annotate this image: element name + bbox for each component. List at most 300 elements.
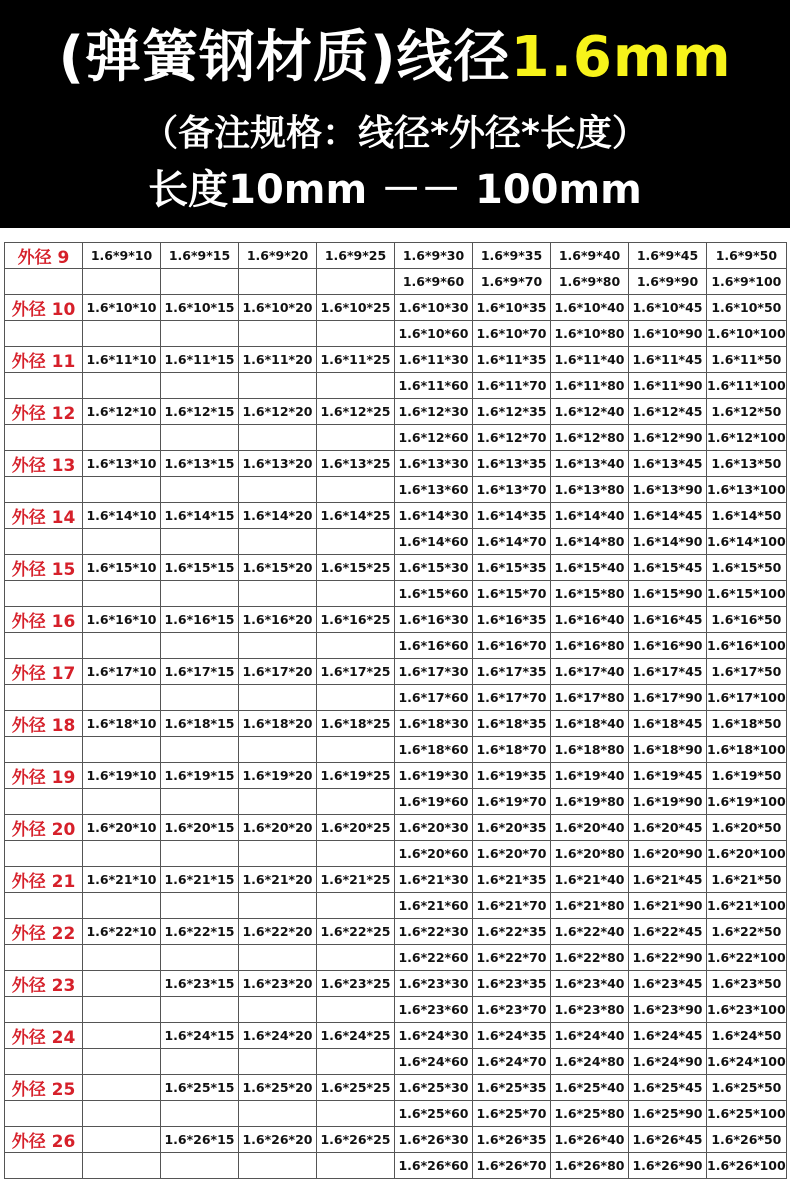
spec-cell: 1.6*19*15: [161, 763, 239, 789]
spec-cell: [239, 633, 317, 659]
spec-cell: [83, 685, 161, 711]
outer-diameter-label: 外径 21: [5, 867, 83, 893]
table-row: [5, 503, 787, 529]
spec-cell: 1.6*17*70: [473, 685, 551, 711]
spec-cell: [317, 321, 395, 347]
spec-cell: 1.6*26*100: [707, 1153, 787, 1179]
spec-cell: 1.6*14*50: [707, 503, 787, 529]
spec-cell: [317, 477, 395, 503]
spec-cell: 1.6*20*90: [629, 841, 707, 867]
table-row: [5, 1127, 787, 1153]
spec-cell: 1.6*16*15: [161, 607, 239, 633]
table-row: [5, 243, 787, 269]
spec-cell: 1.6*24*25: [317, 1023, 395, 1049]
label-cell-empty: [5, 893, 83, 919]
spec-cell: 1.6*25*80: [551, 1101, 629, 1127]
spec-cell: 1.6*24*50: [707, 1023, 787, 1049]
spec-cell: 1.6*21*25: [317, 867, 395, 893]
spec-cell: 1.6*21*45: [629, 867, 707, 893]
outer-diameter-label: 外径 23: [5, 971, 83, 997]
spec-cell: 1.6*23*40: [551, 971, 629, 997]
label-cell-empty: [5, 581, 83, 607]
table-row: [5, 399, 787, 425]
spec-cell: 1.6*14*100: [707, 529, 787, 555]
spec-cell: 1.6*17*10: [83, 659, 161, 685]
spec-cell: 1.6*22*40: [551, 919, 629, 945]
spec-cell: 1.6*16*35: [473, 607, 551, 633]
spec-cell: 1.6*11*100: [707, 373, 787, 399]
spec-cell: 1.6*21*90: [629, 893, 707, 919]
table-row: [5, 529, 787, 555]
spec-cell: [239, 789, 317, 815]
spec-cell: [161, 685, 239, 711]
spec-table: [4, 242, 787, 1179]
spec-cell: 1.6*23*30: [395, 971, 473, 997]
spec-cell: 1.6*14*60: [395, 529, 473, 555]
spec-cell: 1.6*13*40: [551, 451, 629, 477]
spec-cell: 1.6*21*60: [395, 893, 473, 919]
table-row: [5, 1049, 787, 1075]
spec-cell: [161, 789, 239, 815]
spec-cell: 1.6*25*45: [629, 1075, 707, 1101]
spec-cell: 1.6*17*35: [473, 659, 551, 685]
spec-cell: 1.6*9*30: [395, 243, 473, 269]
spec-cell: 1.6*11*10: [83, 347, 161, 373]
spec-cell: [239, 529, 317, 555]
spec-cell: 1.6*11*15: [161, 347, 239, 373]
spec-cell: 1.6*22*100: [707, 945, 787, 971]
spec-cell: 1.6*24*80: [551, 1049, 629, 1075]
spec-cell: 1.6*18*25: [317, 711, 395, 737]
spec-cell: 1.6*21*50: [707, 867, 787, 893]
spec-table-body: [5, 243, 787, 1179]
spec-cell: 1.6*19*35: [473, 763, 551, 789]
spec-cell: [161, 425, 239, 451]
spec-cell: 1.6*10*30: [395, 295, 473, 321]
spec-cell: 1.6*26*90: [629, 1153, 707, 1179]
spec-cell: 1.6*15*10: [83, 555, 161, 581]
spec-cell: 1.6*16*45: [629, 607, 707, 633]
spec-cell: 1.6*9*20: [239, 243, 317, 269]
spec-cell: 1.6*10*10: [83, 295, 161, 321]
spec-cell: 1.6*18*50: [707, 711, 787, 737]
outer-diameter-label: 外径 10: [5, 295, 83, 321]
table-row: [5, 555, 787, 581]
spec-cell: 1.6*11*30: [395, 347, 473, 373]
spec-cell: 1.6*25*70: [473, 1101, 551, 1127]
spec-cell: 1.6*14*80: [551, 529, 629, 555]
spec-cell: [83, 1101, 161, 1127]
spec-cell: [161, 581, 239, 607]
spec-cell: [161, 841, 239, 867]
table-row: [5, 321, 787, 347]
spec-cell: 1.6*18*45: [629, 711, 707, 737]
spec-cell: 1.6*12*60: [395, 425, 473, 451]
spec-cell: 1.6*24*20: [239, 1023, 317, 1049]
table-row: [5, 373, 787, 399]
spec-cell: [161, 321, 239, 347]
outer-diameter-label: 外径 12: [5, 399, 83, 425]
spec-cell: 1.6*16*30: [395, 607, 473, 633]
table-row: [5, 997, 787, 1023]
spec-cell: 1.6*12*10: [83, 399, 161, 425]
spec-cell: 1.6*22*80: [551, 945, 629, 971]
spec-cell: 1.6*15*40: [551, 555, 629, 581]
spec-cell: 1.6*9*50: [707, 243, 787, 269]
spec-cell: 1.6*12*50: [707, 399, 787, 425]
outer-diameter-label: 外径 18: [5, 711, 83, 737]
spec-cell: 1.6*17*100: [707, 685, 787, 711]
spec-cell: [317, 633, 395, 659]
spec-cell: [161, 373, 239, 399]
spec-cell: 1.6*23*100: [707, 997, 787, 1023]
spec-cell: 1.6*22*10: [83, 919, 161, 945]
spec-cell: 1.6*24*100: [707, 1049, 787, 1075]
spec-note: （备注规格：线径*外径*长度）: [142, 113, 648, 154]
label-cell-empty: [5, 997, 83, 1023]
spec-cell: 1.6*11*20: [239, 347, 317, 373]
spec-cell: 1.6*13*60: [395, 477, 473, 503]
table-row: [5, 789, 787, 815]
spec-cell: 1.6*12*100: [707, 425, 787, 451]
spec-cell: [83, 893, 161, 919]
spec-cell: 1.6*23*70: [473, 997, 551, 1023]
spec-cell: 1.6*15*50: [707, 555, 787, 581]
spec-cell: 1.6*12*20: [239, 399, 317, 425]
spec-cell: 1.6*23*20: [239, 971, 317, 997]
spec-cell: 1.6*10*20: [239, 295, 317, 321]
table-row: [5, 893, 787, 919]
spec-cell: 1.6*20*25: [317, 815, 395, 841]
spec-cell: 1.6*23*35: [473, 971, 551, 997]
spec-cell: 1.6*13*50: [707, 451, 787, 477]
spec-cell: 1.6*20*50: [707, 815, 787, 841]
spec-cell: 1.6*22*35: [473, 919, 551, 945]
spec-cell: 1.6*13*10: [83, 451, 161, 477]
spec-cell: 1.6*14*20: [239, 503, 317, 529]
spec-cell: [161, 945, 239, 971]
spec-cell: 1.6*16*100: [707, 633, 787, 659]
spec-cell: 1.6*18*10: [83, 711, 161, 737]
spec-cell: 1.6*26*20: [239, 1127, 317, 1153]
spec-cell: 1.6*17*20: [239, 659, 317, 685]
label-cell-empty: [5, 789, 83, 815]
spec-cell: 1.6*15*15: [161, 555, 239, 581]
spec-cell: [83, 529, 161, 555]
spec-cell: 1.6*18*20: [239, 711, 317, 737]
spec-cell: [239, 269, 317, 295]
spec-cell: 1.6*20*10: [83, 815, 161, 841]
spec-cell: 1.6*20*40: [551, 815, 629, 841]
spec-cell: [239, 1049, 317, 1075]
spec-cell: 1.6*13*100: [707, 477, 787, 503]
label-cell-empty: [5, 841, 83, 867]
label-cell-empty: [5, 477, 83, 503]
table-row: [5, 477, 787, 503]
spec-cell: [239, 425, 317, 451]
spec-cell: 1.6*19*30: [395, 763, 473, 789]
spec-cell: [317, 685, 395, 711]
header-banner: [0, 0, 790, 228]
spec-cell: 1.6*10*90: [629, 321, 707, 347]
spec-cell: 1.6*21*40: [551, 867, 629, 893]
spec-cell: 1.6*26*50: [707, 1127, 787, 1153]
spec-cell: 1.6*19*10: [83, 763, 161, 789]
spec-cell: 1.6*17*25: [317, 659, 395, 685]
length-range: 长度10mm －－ 100mm: [148, 167, 642, 213]
label-cell-empty: [5, 321, 83, 347]
spec-cell: 1.6*16*40: [551, 607, 629, 633]
spec-cell: 1.6*9*45: [629, 243, 707, 269]
spec-cell: 1.6*12*80: [551, 425, 629, 451]
spec-cell: 1.6*18*15: [161, 711, 239, 737]
spec-cell: 1.6*14*90: [629, 529, 707, 555]
spec-cell: [317, 841, 395, 867]
spec-cell: [83, 477, 161, 503]
spec-cell: 1.6*17*90: [629, 685, 707, 711]
spec-cell: [83, 789, 161, 815]
outer-diameter-label: 外径 14: [5, 503, 83, 529]
spec-cell: 1.6*18*90: [629, 737, 707, 763]
outer-diameter-label: 外径 16: [5, 607, 83, 633]
spec-cell: [83, 1153, 161, 1179]
spec-cell: 1.6*19*90: [629, 789, 707, 815]
spec-cell: 1.6*14*15: [161, 503, 239, 529]
label-cell-empty: [5, 1049, 83, 1075]
spec-cell: 1.6*18*40: [551, 711, 629, 737]
table-row: [5, 347, 787, 373]
spec-cell: 1.6*12*30: [395, 399, 473, 425]
spec-cell: 1.6*25*100: [707, 1101, 787, 1127]
spec-cell: 1.6*18*100: [707, 737, 787, 763]
spec-cell: 1.6*13*20: [239, 451, 317, 477]
spec-cell: 1.6*21*15: [161, 867, 239, 893]
spec-cell: 1.6*21*20: [239, 867, 317, 893]
spec-cell: [161, 529, 239, 555]
spec-cell: 1.6*11*35: [473, 347, 551, 373]
spec-cell: [317, 1049, 395, 1075]
spec-cell: 1.6*19*70: [473, 789, 551, 815]
spec-cell: 1.6*19*80: [551, 789, 629, 815]
table-row: [5, 841, 787, 867]
table-row: [5, 633, 787, 659]
spec-cell: 1.6*18*30: [395, 711, 473, 737]
spec-cell: 1.6*20*70: [473, 841, 551, 867]
spec-cell: 1.6*16*90: [629, 633, 707, 659]
spec-cell: 1.6*18*70: [473, 737, 551, 763]
spec-cell: 1.6*15*30: [395, 555, 473, 581]
spec-cell: [161, 1153, 239, 1179]
spec-cell: 1.6*14*35: [473, 503, 551, 529]
table-row: [5, 763, 787, 789]
spec-cell: 1.6*15*80: [551, 581, 629, 607]
spec-cell: 1.6*13*35: [473, 451, 551, 477]
spec-cell: [161, 269, 239, 295]
spec-cell: 1.6*25*20: [239, 1075, 317, 1101]
outer-diameter-label: 外径 11: [5, 347, 83, 373]
spec-cell: 1.6*10*100: [707, 321, 787, 347]
table-row: [5, 919, 787, 945]
spec-cell: 1.6*17*40: [551, 659, 629, 685]
spec-cell: 1.6*16*80: [551, 633, 629, 659]
spec-cell: 1.6*20*35: [473, 815, 551, 841]
spec-cell: 1.6*11*90: [629, 373, 707, 399]
table-row: [5, 1023, 787, 1049]
spec-cell: 1.6*21*100: [707, 893, 787, 919]
spec-cell: 1.6*22*20: [239, 919, 317, 945]
spec-cell: 1.6*20*100: [707, 841, 787, 867]
spec-cell: [317, 581, 395, 607]
spec-cell: 1.6*26*30: [395, 1127, 473, 1153]
spec-cell: [83, 321, 161, 347]
spec-cell: [161, 997, 239, 1023]
spec-cell: 1.6*17*60: [395, 685, 473, 711]
spec-cell: 1.6*24*30: [395, 1023, 473, 1049]
spec-cell: [239, 841, 317, 867]
spec-cell: 1.6*13*30: [395, 451, 473, 477]
spec-cell: 1.6*14*10: [83, 503, 161, 529]
spec-cell: 1.6*16*20: [239, 607, 317, 633]
outer-diameter-label: 外径 26: [5, 1127, 83, 1153]
outer-diameter-label: 外径 25: [5, 1075, 83, 1101]
spec-cell: 1.6*26*80: [551, 1153, 629, 1179]
table-row: [5, 1075, 787, 1101]
table-row: [5, 945, 787, 971]
table-row: [5, 451, 787, 477]
spec-cell: 1.6*25*25: [317, 1075, 395, 1101]
spec-cell: [83, 633, 161, 659]
outer-diameter-label: 外径 9: [5, 243, 83, 269]
spec-cell: 1.6*22*60: [395, 945, 473, 971]
spec-cell: [83, 425, 161, 451]
outer-diameter-label: 外径 20: [5, 815, 83, 841]
spec-cell: [83, 581, 161, 607]
spec-cell: 1.6*11*40: [551, 347, 629, 373]
table-row: [5, 269, 787, 295]
spec-cell: 1.6*24*90: [629, 1049, 707, 1075]
spec-cell: 1.6*10*45: [629, 295, 707, 321]
label-cell-empty: [5, 1153, 83, 1179]
spec-cell: [317, 529, 395, 555]
spec-cell: [317, 945, 395, 971]
spec-cell: 1.6*9*90: [629, 269, 707, 295]
spec-cell: 1.6*25*15: [161, 1075, 239, 1101]
spec-cell: 1.6*14*30: [395, 503, 473, 529]
spec-cell: 1.6*26*15: [161, 1127, 239, 1153]
spec-cell: 1.6*10*60: [395, 321, 473, 347]
spec-cell: [83, 373, 161, 399]
table-row: [5, 711, 787, 737]
spec-cell: [83, 945, 161, 971]
spec-cell: [161, 477, 239, 503]
spec-cell: [83, 971, 161, 997]
spec-cell: 1.6*22*70: [473, 945, 551, 971]
table-row: [5, 607, 787, 633]
spec-cell: [239, 373, 317, 399]
spec-cell: 1.6*10*40: [551, 295, 629, 321]
spec-cell: 1.6*23*25: [317, 971, 395, 997]
spec-cell: 1.6*10*80: [551, 321, 629, 347]
spec-cell: [317, 997, 395, 1023]
spec-cell: 1.6*21*70: [473, 893, 551, 919]
spec-cell: 1.6*14*25: [317, 503, 395, 529]
spec-cell: 1.6*22*50: [707, 919, 787, 945]
spec-cell: 1.6*21*80: [551, 893, 629, 919]
spec-cell: 1.6*21*30: [395, 867, 473, 893]
spec-cell: 1.6*12*45: [629, 399, 707, 425]
spec-cell: 1.6*9*80: [551, 269, 629, 295]
spec-cell: [239, 1153, 317, 1179]
spec-cell: 1.6*12*70: [473, 425, 551, 451]
spec-cell: 1.6*11*70: [473, 373, 551, 399]
outer-diameter-label: 外径 22: [5, 919, 83, 945]
spec-cell: 1.6*22*90: [629, 945, 707, 971]
spec-cell: 1.6*18*35: [473, 711, 551, 737]
table-row: [5, 971, 787, 997]
spec-cell: 1.6*16*60: [395, 633, 473, 659]
spec-cell: [239, 581, 317, 607]
spec-cell: 1.6*10*25: [317, 295, 395, 321]
spec-cell: 1.6*23*90: [629, 997, 707, 1023]
spec-cell: 1.6*21*35: [473, 867, 551, 893]
spec-cell: 1.6*26*25: [317, 1127, 395, 1153]
spec-cell: 1.6*9*40: [551, 243, 629, 269]
label-cell-empty: [5, 373, 83, 399]
table-row: [5, 1101, 787, 1127]
spec-cell: 1.6*20*20: [239, 815, 317, 841]
spec-cell: [83, 737, 161, 763]
spec-cell: 1.6*15*90: [629, 581, 707, 607]
spec-cell: 1.6*9*70: [473, 269, 551, 295]
spec-cell: [239, 321, 317, 347]
wire-diameter-value: 1.6mm: [510, 25, 732, 90]
spec-cell: 1.6*20*30: [395, 815, 473, 841]
spec-cell: 1.6*25*90: [629, 1101, 707, 1127]
spec-cell: 1.6*25*60: [395, 1101, 473, 1127]
spec-cell: 1.6*24*40: [551, 1023, 629, 1049]
spec-cell: 1.6*13*15: [161, 451, 239, 477]
label-cell-empty: [5, 1101, 83, 1127]
spec-cell: 1.6*20*45: [629, 815, 707, 841]
spec-cell: 1.6*14*40: [551, 503, 629, 529]
spec-cell: 1.6*11*80: [551, 373, 629, 399]
spec-cell: 1.6*16*25: [317, 607, 395, 633]
spec-cell: 1.6*24*15: [161, 1023, 239, 1049]
spec-cell: 1.6*22*45: [629, 919, 707, 945]
spec-cell: 1.6*10*50: [707, 295, 787, 321]
table-row: [5, 815, 787, 841]
spec-cell: 1.6*13*70: [473, 477, 551, 503]
spec-cell: [239, 737, 317, 763]
spec-cell: 1.6*9*60: [395, 269, 473, 295]
spec-cell: 1.6*10*15: [161, 295, 239, 321]
table-row: [5, 867, 787, 893]
spec-cell: 1.6*20*80: [551, 841, 629, 867]
spec-cell: 1.6*17*30: [395, 659, 473, 685]
spec-cell: [317, 425, 395, 451]
spec-cell: [83, 269, 161, 295]
label-cell-empty: [5, 269, 83, 295]
spec-cell: [161, 633, 239, 659]
spec-cell: 1.6*25*50: [707, 1075, 787, 1101]
spec-cell: 1.6*20*15: [161, 815, 239, 841]
spec-cell: 1.6*24*35: [473, 1023, 551, 1049]
spec-cell: 1.6*11*45: [629, 347, 707, 373]
spec-cell: 1.6*22*25: [317, 919, 395, 945]
spec-cell: 1.6*26*45: [629, 1127, 707, 1153]
spec-cell: 1.6*9*35: [473, 243, 551, 269]
table-row: [5, 295, 787, 321]
